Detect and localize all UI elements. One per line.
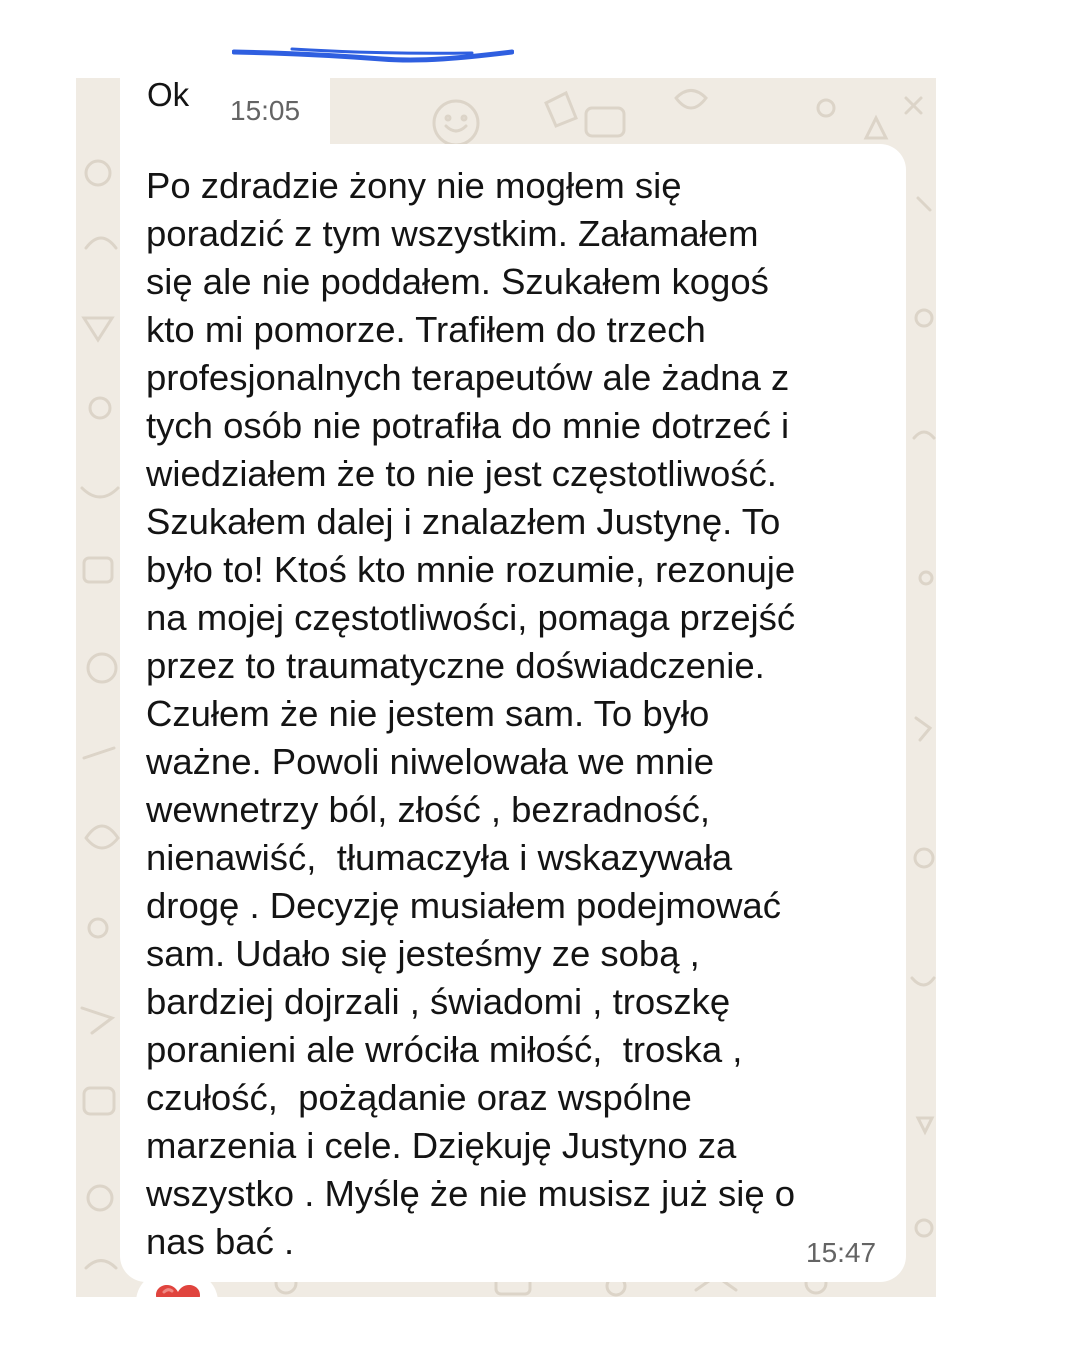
previous-message-timestamp: 15:05: [230, 95, 301, 126]
heart-icon: [154, 1284, 202, 1297]
message-timestamp: 15:47: [806, 1237, 877, 1268]
chat-wallpaper: [76, 78, 936, 1297]
redaction-scribble: [232, 44, 514, 64]
previous-message-text: Ok: [147, 78, 190, 113]
message-text: Po zdradzie żony nie mogłem się poradzić z tym wszystkim. Załamałem się ale nie poddałem. Szukałem kogoś kto mi pomorze. Trafiłem do trzech profesjonalnych terapeutów ale żadna z tych osób nie potrafiła do mnie dotrzeć i wiedziałem że to nie jest częstotliwość. Szukałem dalej i znalazłem Justynę. To było to! Ktoś kto mnie rozumie, rezonuje na mojej częstotliwości, pomaga przejść przez to traumatyczne doświadczenie. Czułem że nie jestem sam. To było ważne. Powoli niwelowała we mnie wewnetrzy ból, złość , bezradność, nienawiść, tłumaczyła i wskazywała drogę . Decyzję musiałem podejmować sam. Udało się jesteśmy ze sobą , bardziej dojrzali , świadomi , troszkę poranieni ale wróciła miłość, troska , czułość, pożądanie oraz wspólne marzenia i cele. Dziękuję Justyno za wszystko . Myślę że nie musisz już się o nas bać .: [146, 165, 796, 1262]
